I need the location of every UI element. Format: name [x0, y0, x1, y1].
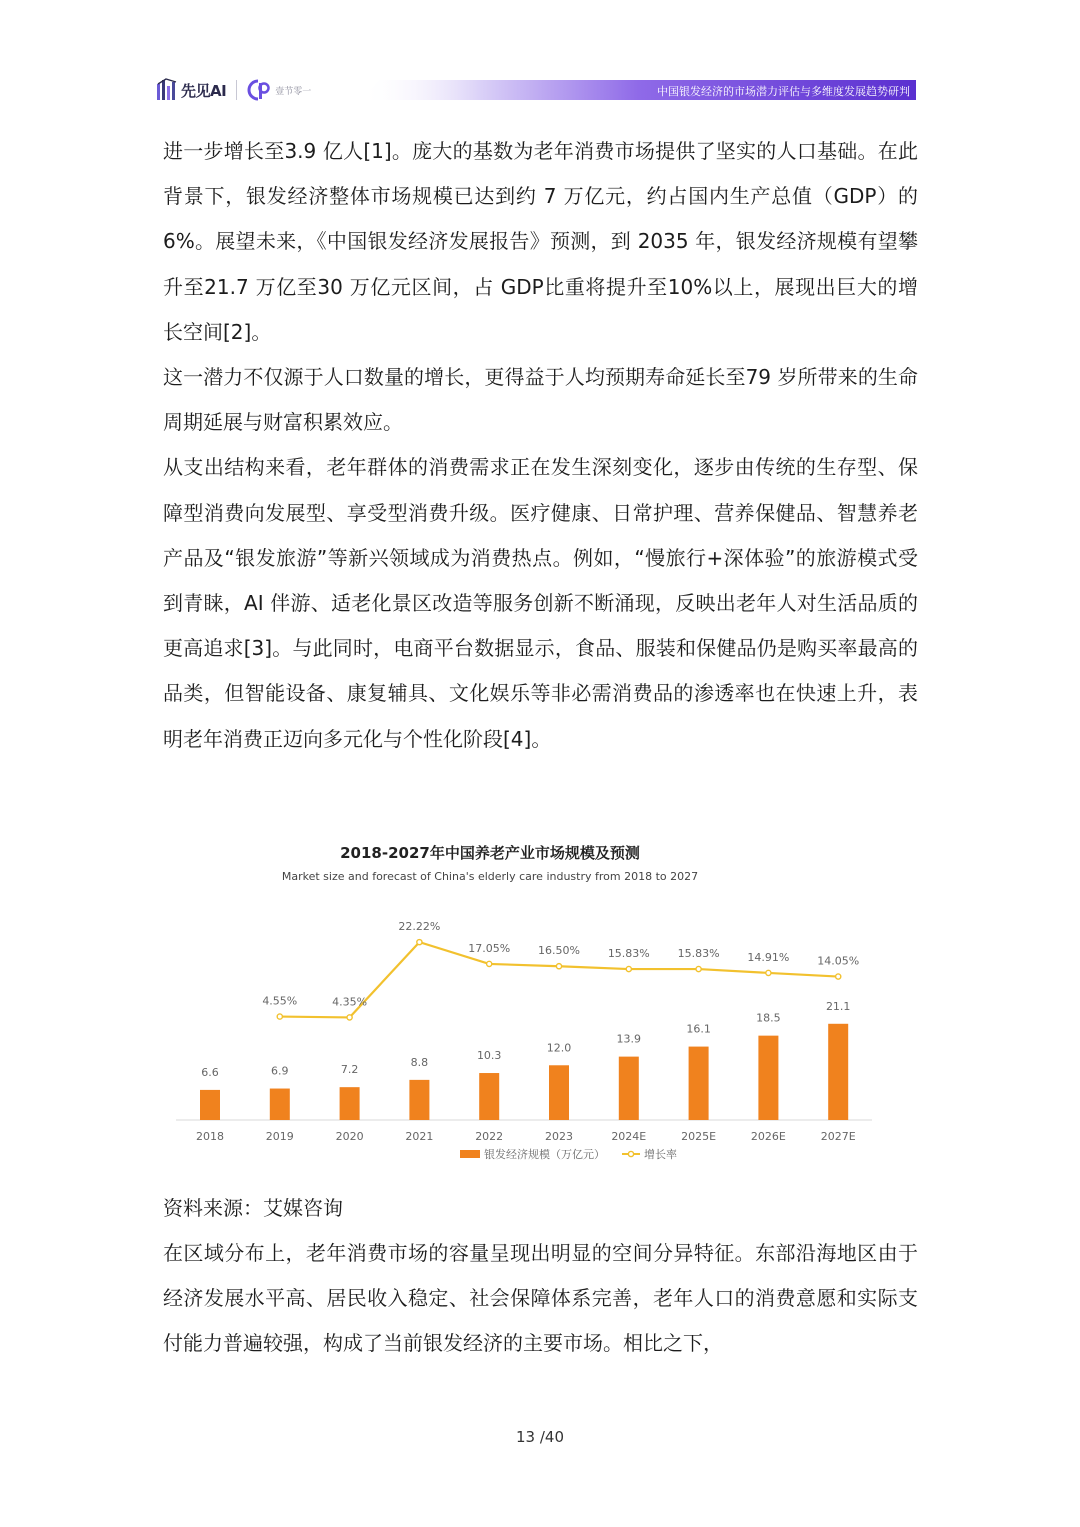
bar-label-2018: 6.6 [201, 1065, 219, 1079]
bar-label-2019: 6.9 [271, 1064, 289, 1078]
growth-label-2027E: 14.05% [817, 954, 860, 968]
x-tick-2018: 2018 [196, 1130, 224, 1143]
chart-subtitle: Market size and forecast of China's elderly care industry from 2018 to 2027 [281, 870, 699, 883]
x-tick-2025E: 2025E [681, 1130, 717, 1143]
bar-label-2023: 12.0 [546, 1041, 572, 1055]
growth-label-2021: 22.22% [398, 920, 441, 934]
bar-2024E [619, 1057, 639, 1120]
bar-2025E [689, 1047, 709, 1120]
growth-label-2025E: 15.83% [677, 947, 720, 961]
legend-bar-label: 银发经济规模（万亿元） [484, 1148, 605, 1161]
bar-label-2026E: 18.5 [756, 1011, 781, 1025]
x-tick-2019: 2019 [265, 1130, 294, 1143]
bar-2026E [758, 1036, 778, 1120]
legend-bar-swatch [460, 1150, 480, 1158]
bar-label-2022: 10.3 [476, 1049, 502, 1063]
bar-label-2020: 7.2 [340, 1063, 359, 1077]
chart-canvas [170, 832, 910, 1172]
paragraph-2: 这一潜力不仅源于人口数量的增长，更得益于人均预期寿命延长至79 岁所带来的生命周期延展与财富积累效应。 [163, 365, 918, 435]
x-tick-2021: 2021 [405, 1130, 434, 1143]
x-tick-2020: 2020 [335, 1130, 364, 1143]
x-tick-2024E: 2024E [611, 1130, 647, 1143]
brand-logo-icon [156, 78, 178, 102]
legend-line-label: 增长率 [644, 1148, 677, 1161]
page-header [156, 72, 916, 106]
growth-point-2020 [347, 1015, 352, 1020]
main-content [163, 129, 918, 762]
growth-point-2027E [836, 974, 841, 979]
growth-point-2019 [277, 1014, 282, 1019]
growth-point-2024E [626, 966, 631, 971]
growth-label-2019: 4.55% [262, 994, 298, 1008]
bar-label-2025E: 16.1 [686, 1022, 711, 1036]
bar-2018 [200, 1090, 220, 1120]
bar-2020 [340, 1087, 360, 1120]
growth-label-2024E: 15.83% [607, 947, 650, 961]
growth-point-2026E [766, 970, 771, 975]
paragraph-4: 在区域分布上，老年消费市场的容量呈现出明显的空间分异特征。东部沿海地区由于经济发展水平高、居民收入稳定、社会保障体系完善，老年人口的消费意愿和实际支付能力普遍较强，构成了当前银发经济的主要市场。相比之下， [163, 1241, 918, 1356]
source-note: 资料来源：艾媒咨询 [163, 1196, 343, 1220]
brand-logos [156, 76, 311, 104]
growth-label-2023: 16.50% [538, 944, 580, 958]
partner-name: 壹节零一 [275, 86, 312, 97]
growth-label-2022: 17.05% [468, 941, 511, 955]
logo-divider [236, 80, 237, 100]
bar-2019 [270, 1089, 290, 1120]
bar-2021 [409, 1080, 429, 1120]
bar-label-2021: 8.8 [410, 1055, 429, 1069]
bar-2023 [549, 1065, 569, 1120]
growth-label-2026E: 14.91% [747, 950, 790, 964]
bar-label-2024E: 13.9 [616, 1032, 642, 1046]
growth-label-2020: 4.35% [332, 995, 368, 1009]
x-tick-2023: 2023 [545, 1130, 573, 1143]
chart-title: 2018-2027年中国养老产业市场规模及预测 [340, 844, 640, 862]
report-title: 中国银发经济的市场潜力评估与多维度发展趋势研判 [657, 85, 910, 98]
header-title-bar [361, 80, 916, 100]
brand-name: 先见AI [181, 81, 227, 100]
x-tick-2026E: 2026E [750, 1130, 786, 1143]
bar-2022 [479, 1073, 499, 1120]
growth-point-2023 [556, 964, 561, 969]
legend-line-marker [628, 1151, 633, 1156]
x-tick-2022: 2022 [475, 1130, 504, 1143]
market-size-chart [170, 832, 910, 1172]
page-number: 13 /40 [516, 1428, 564, 1446]
partner-logo-icon [247, 79, 271, 101]
bar-2027E [828, 1024, 848, 1120]
paragraph-1: 进一步增长至3.9 亿人[1]。庞大的基数为老年消费市场提供了坚实的人口基础。在此背景下，银发经济整体市场规模已达到约 7 万亿元，约占国内生产总值（GDP）的 6%。展望未来，《中国银发经济发展报告》预测，到 2035 年，银发经济规模有望攀升至21.7 万亿至30 万亿元区间，占 GDP比重将提升至10%以上，展现出巨大的增长空间[2]。 [163, 139, 918, 344]
bar-label-2027E: 21.1 [825, 999, 851, 1013]
paragraph-3: 从支出结构来看，老年群体的消费需求正在发生深刻变化，逐步由传统的生存型、保障型消费向发展型、享受型消费升级。医疗健康、日常护理、营养保健品、智慧养老产品及“银发旅游”等新兴领域成为消费热点。例如，“慢旅行+深体验”的旅游模式受到青睐，AI 伴游、适老化景区改造等服务创新不断涌现，反映出老年人对生活品质的更高追求[3]。与此同时，电商平台数据显示，食品、服装和保健品仍是购买率最高的品类，但智能设备、康复辅具、文化娱乐等非必需消费品的渗透率也在快速上升，表明老年消费正迈向多元化与个性化阶段[4]。 [163, 455, 918, 751]
x-tick-2027E: 2027E [820, 1130, 856, 1143]
main-content-continued [163, 1231, 918, 1367]
growth-point-2022 [487, 961, 492, 966]
growth-point-2021 [417, 940, 422, 945]
growth-point-2025E [696, 966, 701, 971]
